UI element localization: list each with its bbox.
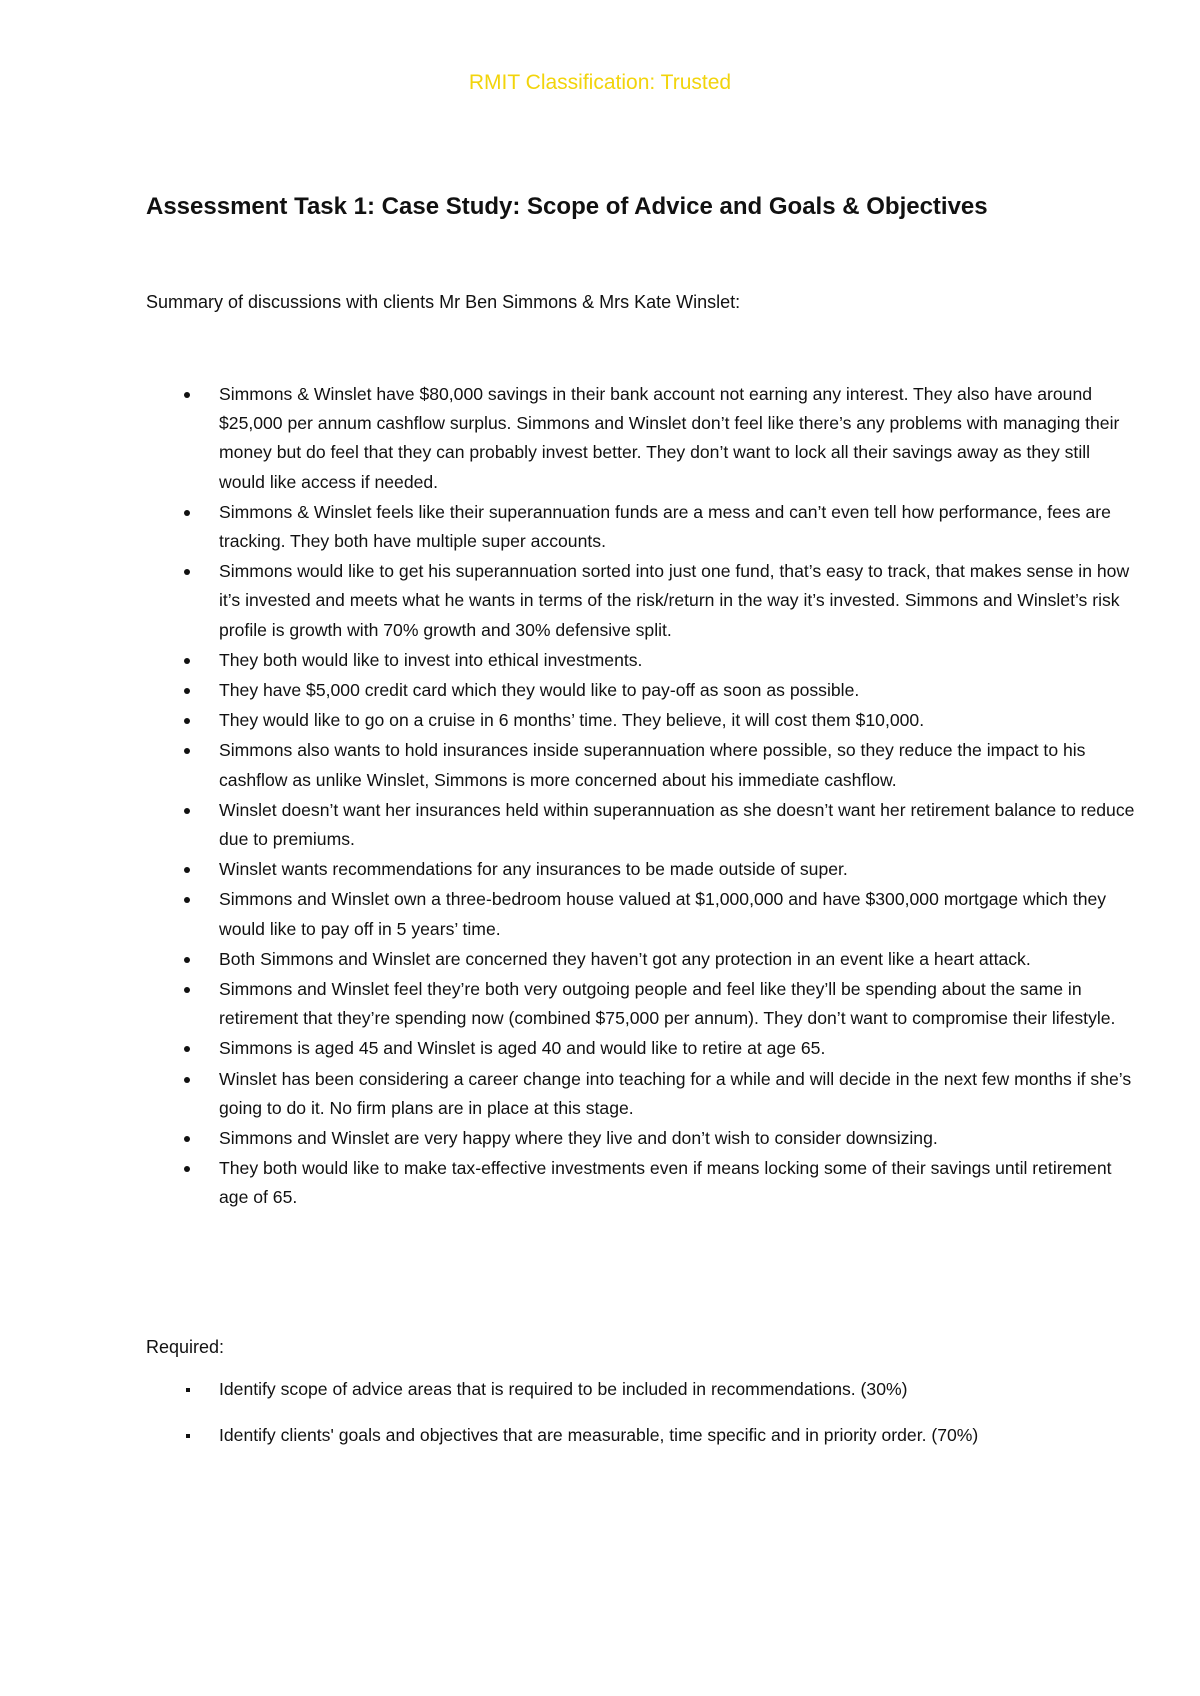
list-item-text: Identify clients' goals and objectives that are measurable, time specific and in priority order. (70%): [219, 1425, 979, 1445]
list-item: [146, 1375, 1136, 1404]
bullet-icon: [184, 808, 190, 814]
list-item: [146, 1154, 1136, 1212]
list-item: [146, 975, 1136, 1033]
list-item: [146, 646, 1136, 675]
list-item-text: They would like to go on a cruise in 6 months’ time. They believe, it will cost them $10,000.: [219, 710, 925, 731]
bullet-icon: [184, 897, 190, 903]
bullet-icon: [184, 1166, 190, 1172]
page-title: Assessment Task 1: Case Study: Scope of Advice and Goals & Objectives: [146, 193, 988, 220]
list-item-text: They both would like to invest into ethical investments.: [219, 649, 643, 670]
required-list: [146, 1375, 1136, 1467]
list-item: [146, 1124, 1136, 1153]
list-item: [146, 706, 1136, 735]
list-item-text: Simmons and Winslet are very happy where they live and don’t wish to consider downsizing.: [219, 1128, 938, 1149]
bullet-icon: [184, 748, 190, 754]
list-item-text: Identify scope of advice areas that is required to be included in recommendations. (30%): [219, 1379, 908, 1399]
bullet-icon: [184, 569, 190, 575]
bullet-icon: [184, 957, 190, 963]
discussion-list: [146, 380, 1136, 1214]
list-item-text: Winslet wants recommendations for any insurances to be made outside of super.: [219, 859, 848, 880]
required-heading: Required:: [146, 1337, 225, 1357]
bullet-icon: [184, 987, 190, 993]
bullet-icon: [184, 1077, 190, 1083]
classification-header: RMIT Classification: Trusted: [468, 71, 732, 94]
list-item-text: Winslet doesn’t want her insurances held within superannuation as she doesn’t want her retirement balance to reduce due to premiums.: [219, 799, 1135, 850]
list-item-text: Winslet has been considering a career change into teaching for a while and will decide in the next few months if she’s going to do it. No firm plans are in place at this stage.: [219, 1068, 1132, 1118]
bullet-icon: [186, 1388, 190, 1392]
list-item-text: Simmons would like to get his superannuation sorted into just one fund, that’s easy to track, that makes sense in how it’s invested and meets what he wants in terms of the risk/return in the way it’s invested. Simmons and Winslet’s risk profile is growth with 70% growth and 30% defensive split.: [219, 561, 1130, 640]
bullet-icon: [184, 1136, 190, 1142]
list-item: [146, 945, 1136, 974]
bullet-icon: [184, 1046, 190, 1052]
bullet-icon: [184, 510, 190, 516]
list-item: [146, 855, 1136, 884]
list-item: [146, 796, 1136, 854]
list-item-text: Simmons is aged 45 and Winslet is aged 40 and would like to retire at age 65.: [219, 1038, 826, 1059]
list-item-text: Simmons and Winslet own a three-bedroom house valued at $1,000,000 and have $300,000 mortgage which they would like to pay off in 5 years’ time.: [219, 889, 1107, 939]
bullet-icon: [184, 392, 190, 398]
bullet-icon: [184, 688, 190, 694]
list-item: [146, 498, 1136, 556]
list-item-text: Simmons also wants to hold insurances inside superannuation where possible, so they reduce the impact to his cashflow as unlike Winslet, Simmons is more concerned about his immediate cashflow.: [219, 740, 1086, 790]
list-item-text: Both Simmons and Winslet are concerned they haven’t got any protection in an event like a heart attack.: [219, 948, 1031, 969]
summary-intro: Summary of discussions with clients Mr Ben Simmons & Mrs Kate Winslet:: [146, 292, 741, 312]
bullet-icon: [186, 1434, 190, 1438]
list-item: [146, 1065, 1136, 1123]
bullet-icon: [184, 867, 190, 873]
bullet-icon: [184, 658, 190, 664]
list-item-text: They both would like to make tax-effective investments even if means locking some of their savings until retirement age of 65.: [219, 1158, 1112, 1208]
list-item-text: They have $5,000 credit card which they would like to pay-off as soon as possible.: [219, 680, 860, 701]
list-item: [146, 1034, 1136, 1063]
list-item: [146, 1421, 1136, 1450]
bullet-icon: [184, 718, 190, 724]
list-item-text: Simmons & Winslet feels like their superannuation funds are a mess and can’t even tell how performance, fees are tracking. They both have multiple super accounts.: [219, 501, 1111, 552]
list-item-text: Simmons and Winslet feel they’re both very outgoing people and feel like they’ll be spending about the same in retirement that they’re spending now (combined $75,000 per annum). They don’t want to compromise their lifestyle.: [219, 979, 1116, 1029]
list-item: [146, 557, 1136, 645]
list-item-text: Simmons & Winslet have $80,000 savings in their bank account not earning any interest. They also have around $25,000 per annum cashflow surplus. Simmons and Winslet don’t feel like there’s any problems with managing their money but do feel that they can probably invest better. They don’t want to lock all their savings away as they still would like access if needed.: [219, 384, 1120, 492]
list-item: [146, 885, 1136, 943]
list-item: [146, 736, 1136, 794]
list-item: [146, 380, 1136, 497]
list-item: [146, 676, 1136, 705]
